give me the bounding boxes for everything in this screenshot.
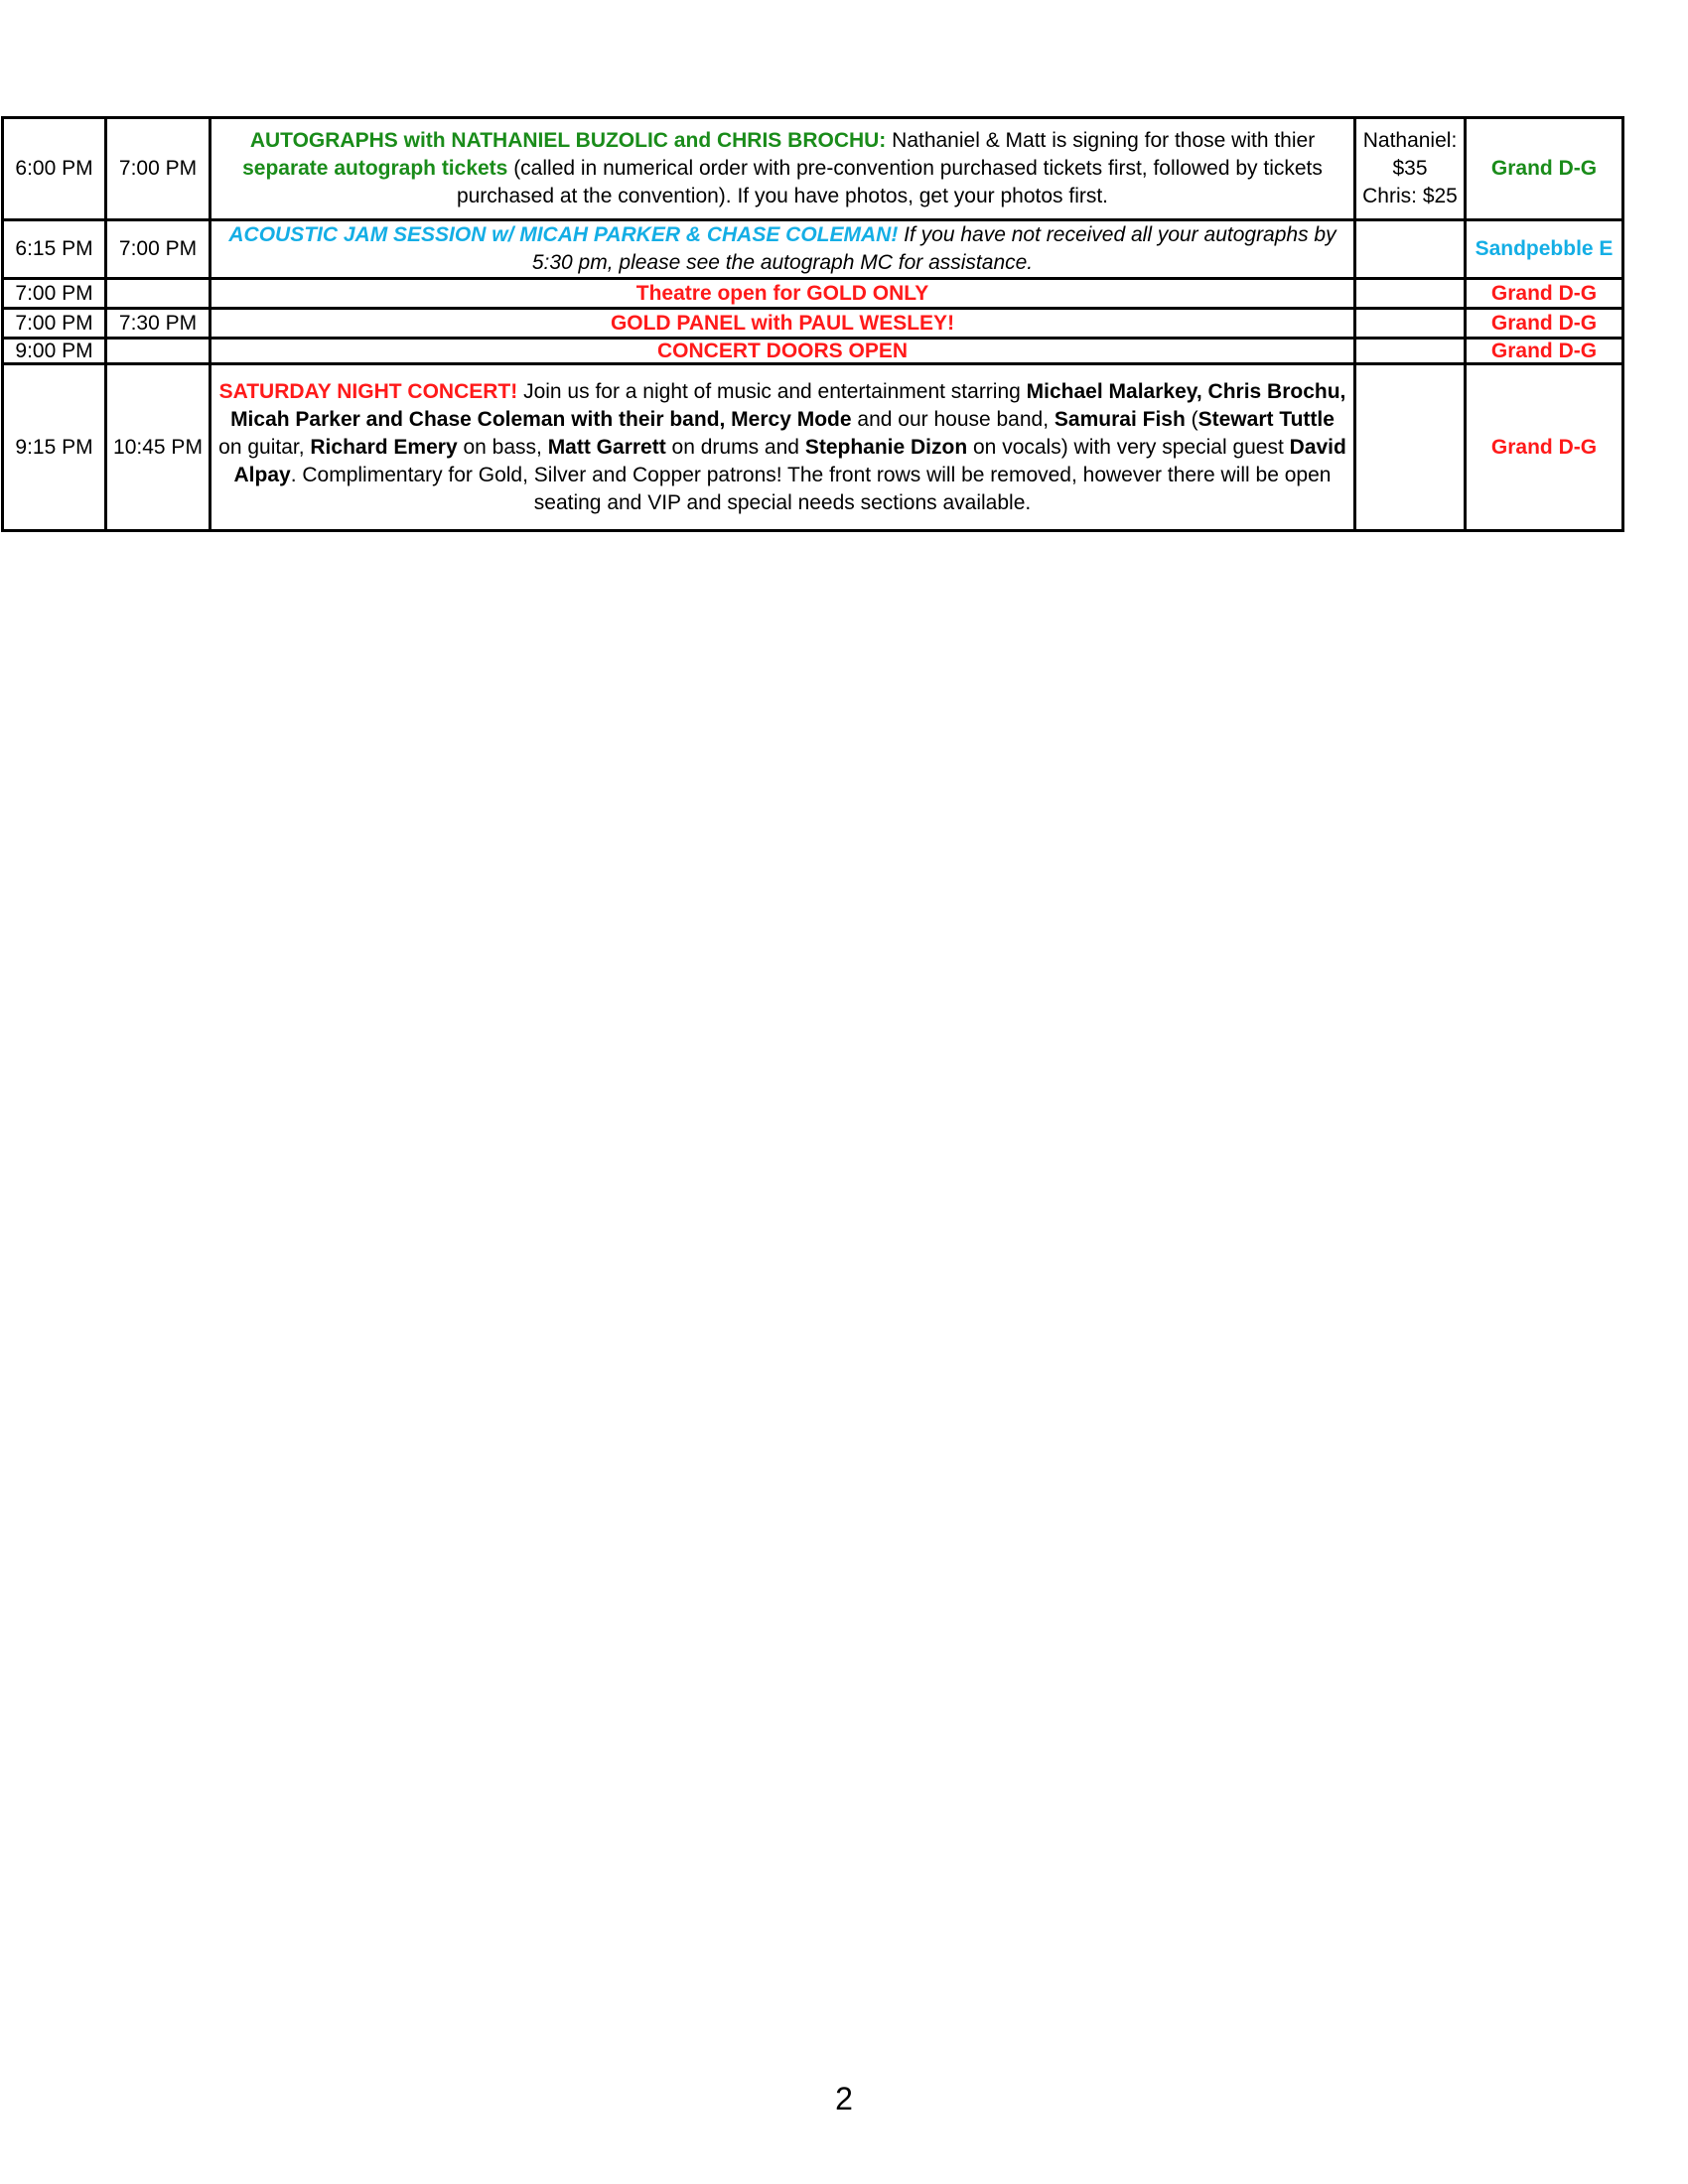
end-time: 7:30 PM	[106, 309, 211, 339]
performer-name: Stewart Tuttle	[1197, 407, 1335, 431]
table-row	[3, 364, 1623, 531]
event-title: Theatre open for GOLD ONLY	[635, 281, 929, 305]
price-cell	[1355, 309, 1466, 339]
price-cell	[1355, 118, 1466, 220]
price-cell	[1355, 364, 1466, 531]
event-text: on vocals) with very special guest	[967, 435, 1290, 459]
table-row	[3, 339, 1623, 364]
event-text: on drums and	[665, 435, 805, 459]
start-time: 7:00 PM	[3, 309, 106, 339]
price-value: Chris: $25	[1362, 185, 1458, 207]
event-description	[211, 309, 1355, 339]
event-description	[211, 118, 1355, 220]
event-text: on bass,	[457, 435, 548, 459]
guest-name: David Alpay	[233, 435, 1346, 486]
start-time: 6:00 PM	[3, 118, 106, 220]
location: Grand D-G	[1466, 339, 1623, 364]
end-time: 10:45 PM	[106, 364, 211, 531]
table-row	[3, 220, 1623, 279]
end-time: 7:00 PM	[106, 118, 211, 220]
page-number: 2	[835, 2081, 853, 2116]
event-text: Nathaniel & Matt is signing for those with thier	[886, 129, 1316, 152]
location: Grand D-G	[1466, 309, 1623, 339]
event-title: SATURDAY NIGHT CONCERT!	[218, 379, 518, 403]
event-title: ACOUSTIC JAM SESSION w/ MICAH PARKER & CHASE COLEMAN!	[228, 223, 899, 246]
event-title: GOLD PANEL with PAUL WESLEY!	[610, 311, 955, 335]
end-time	[106, 279, 211, 309]
performer-names: Michael Malarkey, Chris Brochu, Micah Parker and Chase Coleman with their band, Mercy Mode	[230, 379, 1346, 431]
event-description	[211, 220, 1355, 279]
performer-name: Matt Garrett	[547, 435, 666, 459]
table-row	[3, 279, 1623, 309]
location: Grand D-G	[1466, 364, 1623, 531]
price-cell	[1355, 279, 1466, 309]
start-time: 9:00 PM	[3, 339, 106, 364]
event-description	[211, 339, 1355, 364]
location: Grand D-G	[1466, 118, 1623, 220]
table-row	[3, 309, 1623, 339]
schedule-table	[1, 116, 1624, 532]
event-highlight: separate autograph tickets	[242, 157, 508, 180]
start-time: 6:15 PM	[3, 220, 106, 279]
performer-name: Richard Emery	[310, 435, 458, 459]
location: Grand D-G	[1466, 279, 1623, 309]
event-text: Join us for a night of music and entertainment starring	[517, 379, 1027, 403]
event-text: . Complimentary for Gold, Silver and Copper patrons! The front rows will be removed, however there will be open seating and VIP and special needs sections available.	[290, 463, 1332, 514]
price-label: Nathaniel:	[1362, 129, 1458, 152]
event-title: AUTOGRAPHS with NATHANIEL BUZOLIC and CHRIS BROCHU:	[249, 129, 887, 152]
end-time	[106, 339, 211, 364]
event-text: on guitar,	[218, 435, 311, 459]
band-name: Samurai Fish	[1054, 407, 1186, 431]
event-text: If you have not received all your autographs by 5:30 pm, please see the autograph MC for assistance.	[531, 223, 1336, 274]
performer-name: Stephanie Dizon	[804, 435, 968, 459]
price-cell	[1355, 339, 1466, 364]
event-title: CONCERT DOORS OPEN	[656, 339, 909, 362]
event-text: (	[1185, 407, 1198, 431]
end-time: 7:00 PM	[106, 220, 211, 279]
table-row	[3, 118, 1623, 220]
event-text: (called in numerical order with pre-convention purchased tickets first, followed by tickets purchased at the convention). If you have photos, get your photos first.	[456, 157, 1323, 207]
price-value: $35	[1392, 157, 1428, 180]
start-time: 7:00 PM	[3, 279, 106, 309]
start-time: 9:15 PM	[3, 364, 106, 531]
event-text: and our house band,	[851, 407, 1055, 431]
price-cell	[1355, 220, 1466, 279]
location: Sandpebble E	[1466, 220, 1623, 279]
event-description	[211, 364, 1355, 531]
event-description	[211, 279, 1355, 309]
